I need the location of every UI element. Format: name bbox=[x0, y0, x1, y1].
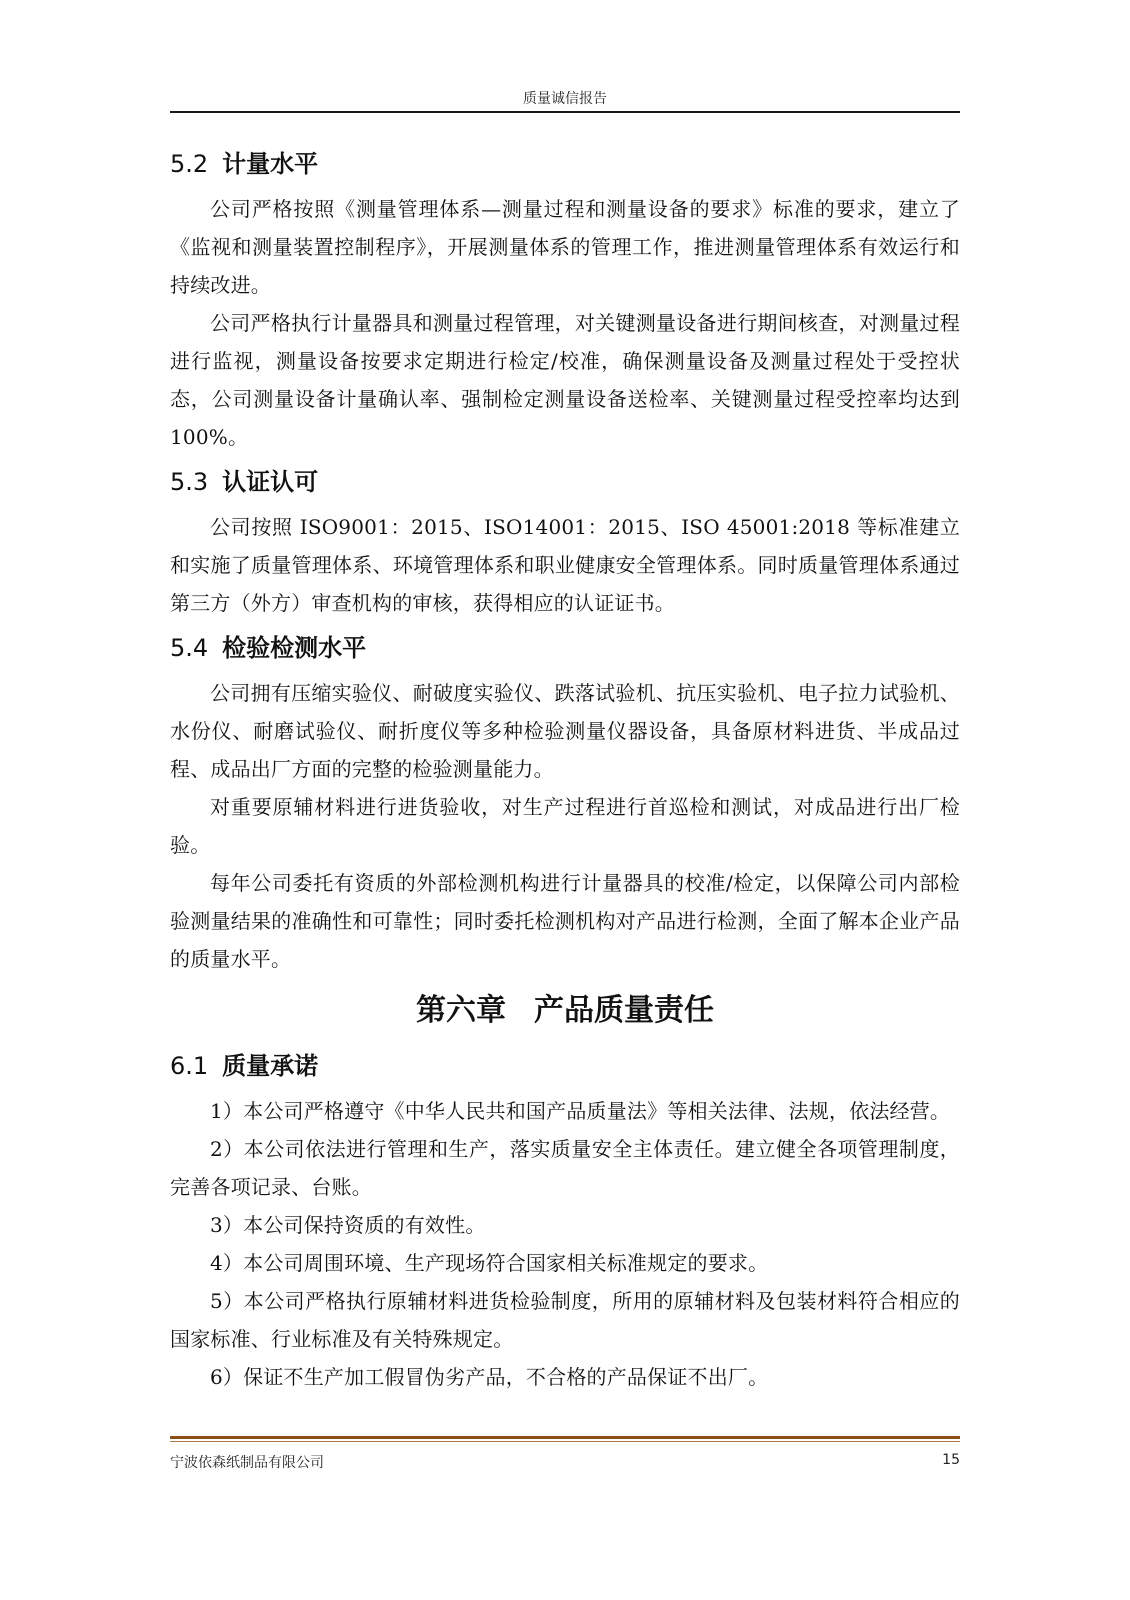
section-heading-5-2 bbox=[170, 138, 960, 190]
list-item: 4）本公司周围环境、生产现场符合国家相关标准规定的要求。 bbox=[210, 1251, 769, 1275]
section-number: 6.1 bbox=[170, 1052, 209, 1080]
list-item: 5）本公司严格执行原辅材料进货检验制度，所用的原辅材料及包装材料符合相应的国家标准、行业标准及有关特殊规定。 bbox=[170, 1289, 960, 1351]
section-number: 5.4 bbox=[170, 634, 209, 662]
footer-rule bbox=[170, 1436, 960, 1439]
footer-company: 宁波依森纸制品有限公司 bbox=[170, 1455, 324, 1471]
list-item: 2）本公司依法进行管理和生产，落实质量安全主体责任。建立健全各项管理制度，完善各项记录、台账。 bbox=[170, 1137, 960, 1199]
section-heading-6-1 bbox=[170, 1040, 960, 1092]
section-title: 质量承诺 bbox=[222, 1052, 319, 1080]
running-header: 质量诚信报告 bbox=[523, 91, 607, 107]
chapter-title: 产品质量责任 bbox=[534, 993, 714, 1028]
section-number: 5.2 bbox=[170, 150, 209, 178]
section-heading-5-3 bbox=[170, 456, 960, 508]
section-title: 计量水平 bbox=[222, 150, 319, 178]
paragraph: 公司按照 ISO9001：2015、ISO14001：2015、ISO 45001:2018 等标准建立和实施了质量管理体系、环境管理体系和职业健康安全管理体系。同时质量管理体系通过第三方（外方）审查机构的审核，获得相应的认证证书。 bbox=[170, 515, 960, 615]
section-title: 检验检测水平 bbox=[222, 634, 367, 662]
list-item: 3）本公司保持资质的有效性。 bbox=[210, 1213, 486, 1237]
section-number: 5.3 bbox=[170, 468, 209, 496]
section-title: 认证认可 bbox=[222, 468, 319, 496]
list-item: 1）本公司严格遵守《中华人民共和国产品质量法》等相关法律、法规，依法经营。 bbox=[210, 1099, 951, 1123]
paragraph: 公司严格按照《测量管理体系—测量过程和测量设备的要求》标准的要求，建立了《监视和测量装置控制程序》，开展测量体系的管理工作，推进测量管理体系有效运行和持续改进。 bbox=[170, 197, 960, 297]
page-number: 15 bbox=[942, 1452, 960, 1468]
paragraph: 公司严格执行计量器具和测量过程管理，对关键测量设备进行期间核查，对测量过程进行监视，测量设备按要求定期进行检定/校准，确保测量设备及测量过程处于受控状态，公司测量设备计量确认率、强制检定测量设备送检率、关键测量过程受控率均达到 100%。 bbox=[170, 311, 960, 449]
chapter-number: 第六章 bbox=[416, 993, 506, 1028]
footer-rule-thin bbox=[170, 1441, 960, 1442]
header-rule bbox=[170, 111, 960, 113]
chapter-heading bbox=[170, 986, 960, 1036]
list-item: 6）保证不生产加工假冒伪劣产品，不合格的产品保证不出厂。 bbox=[210, 1365, 769, 1389]
paragraph: 对重要原辅材料进行进货验收，对生产过程进行首巡检和测试，对成品进行出厂检验。 bbox=[170, 795, 960, 857]
paragraph: 每年公司委托有资质的外部检测机构进行计量器具的校准/检定，以保障公司内部检验测量结果的准确性和可靠性；同时委托检测机构对产品进行检测，全面了解本企业产品的质量水平。 bbox=[170, 871, 960, 971]
paragraph: 公司拥有压缩实验仪、耐破度实验仪、跌落试验机、抗压实验机、电子拉力试验机、水份仪、耐磨试验仪、耐折度仪等多种检验测量仪器设备，具备原材料进货、半成品过程、成品出厂方面的完整的检验测量能力。 bbox=[170, 681, 960, 781]
section-heading-5-4 bbox=[170, 622, 960, 674]
page-content bbox=[170, 138, 960, 1396]
